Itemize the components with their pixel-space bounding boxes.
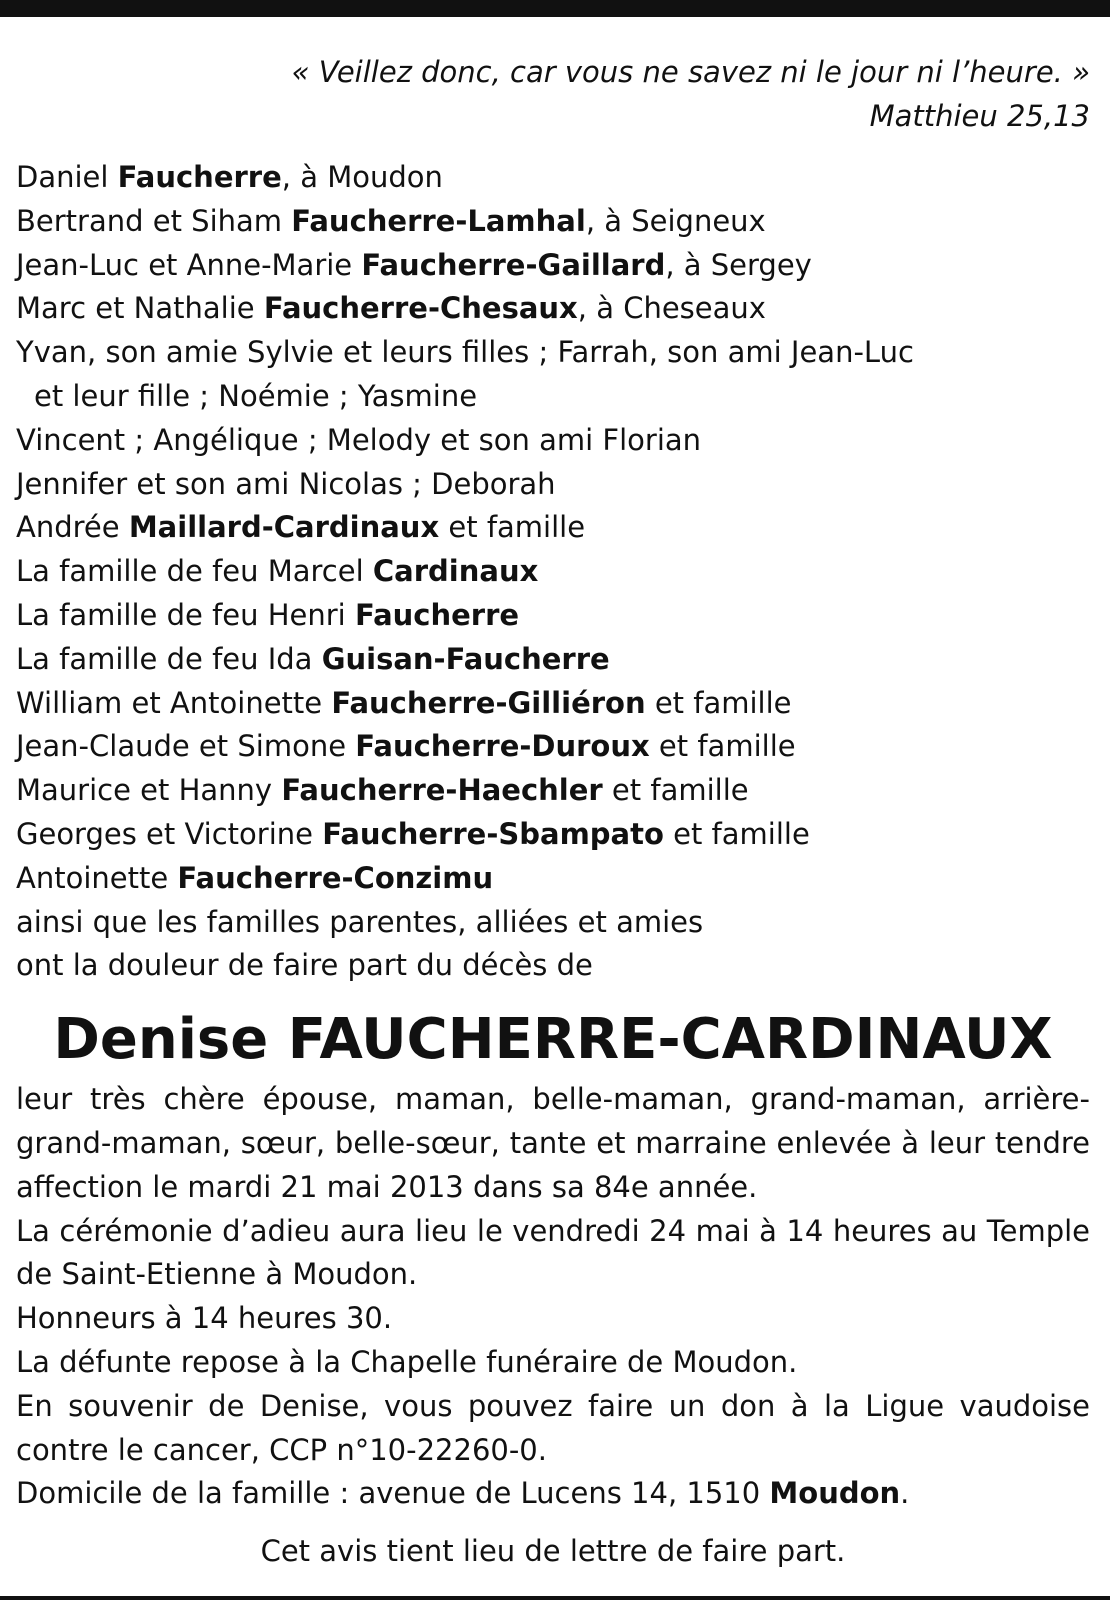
- mourner-line-continued: et leur fille ; Noémie ; Yasmine: [34, 378, 478, 413]
- obituary-notice: [16, 50, 1090, 1574]
- mourner-line: Antoinette Faucherre-Conzimu: [16, 860, 494, 895]
- top-border-rule: [0, 0, 1110, 17]
- quote-text: « Veillez donc, car vous ne savez ni le jour ni l’heure. »: [291, 55, 1090, 89]
- mourner-line: La famille de feu Ida Guisan-Faucherre: [16, 641, 610, 676]
- body-paragraph-domicile: Domicile de la famille : avenue de Lucens 14, 1510 Moudon.: [16, 1476, 910, 1511]
- quote-reference: Matthieu 25,13: [869, 99, 1090, 133]
- mourner-line: William et Antoinette Faucherre-Gilliéron et famille: [16, 685, 792, 720]
- body-paragraph-ceremony: La cérémonie d’adieu aura lieu le vendredi 24 mai à 14 heures au Temple de Saint-Etienne à Moudon.: [16, 1213, 1090, 1292]
- mourner-line: Daniel Faucherre, à Moudon: [16, 160, 443, 194]
- body-paragraph-honours: Honneurs à 14 heures 30.: [16, 1301, 393, 1336]
- mourner-line: La famille de feu Henri Faucherre: [16, 597, 520, 632]
- body-paragraph-chapel: La défunte repose à la Chapelle funéraire de Moudon.: [16, 1344, 798, 1379]
- mourner-line: Vincent ; Angélique ; Melody et son ami Florian: [16, 422, 702, 457]
- mourner-line: Maurice et Hanny Faucherre-Haechler et famille: [16, 773, 749, 808]
- mourner-line: Yvan, son amie Sylvie et leurs filles ; Farrah, son ami Jean-Luc: [16, 335, 914, 370]
- mourner-line: ainsi que les familles parentes, alliées et amies: [16, 904, 704, 939]
- closing-note: Cet avis tient lieu de lettre de faire part.: [260, 1534, 846, 1569]
- mourner-line: Bertrand et Siham Faucherre-Lamhal, à Seigneux: [16, 203, 766, 238]
- deceased-name: Denise FAUCHERRE-CARDINAUX: [53, 1007, 1053, 1073]
- bible-quote: [16, 50, 1090, 138]
- mourner-line: Marc et Nathalie Faucherre-Chesaux, à Cheseaux: [16, 291, 766, 326]
- mourner-line: La famille de feu Marcel Cardinaux: [16, 554, 539, 589]
- mourner-line: Andrée Maillard-Cardinaux et famille: [16, 510, 586, 545]
- mourner-line: Jean-Luc et Anne-Marie Faucherre-Gaillard, à Sergey: [16, 247, 812, 282]
- announcement-line: ont la douleur de faire part du décès de: [16, 948, 593, 983]
- body-paragraph-tribute: leur très chère épouse, maman, belle-maman, grand-maman, arrière-grand-maman, sœur, belle-sœur, tante et marraine enlevée à leur tendre affection le mardi 21 mai 2013 dans sa 84e année.: [16, 1082, 1090, 1204]
- bottom-border-rule: [0, 1596, 1110, 1600]
- mourner-line: Jean-Claude et Simone Faucherre-Duroux et famille: [16, 729, 796, 764]
- body-paragraph-donation: En souvenir de Denise, vous pouvez faire un don à la Ligue vaudoise contre le cancer, CCP n°10-22260-0.: [16, 1388, 1090, 1467]
- mourners-list: [16, 156, 1090, 988]
- mourner-line: Georges et Victorine Faucherre-Sbampato et famille: [16, 816, 810, 851]
- mourner-line: Jennifer et son ami Nicolas ; Deborah: [16, 466, 556, 501]
